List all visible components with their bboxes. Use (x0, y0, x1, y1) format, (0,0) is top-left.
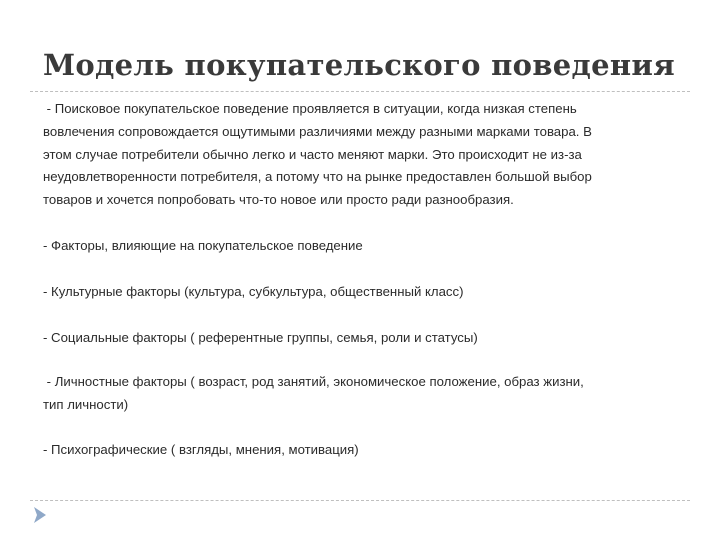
paragraph-factors-heading: - Факторы, влияющие на покупательское поведение (43, 237, 363, 253)
paragraph-psychographic-factors: - Психографические ( взгляды, мнения, мотивация) (43, 441, 359, 457)
paragraph-search-behavior: - Поисковое покупательское поведение проявляется в ситуации, когда низкая степень вовлечения сопровождается ощутимыми различиями между разными марками товара. В этом случае потребители обычно легко и часто меняют марки. Это происходит не из-за неудовлетворенности потребителя, а потому что на рынке предоставлен большой выбор товаров и хочется попробовать что-то новое или просто ради разнообразия. (43, 101, 596, 208)
slide-title: Модель покупательского поведения (43, 48, 675, 82)
paragraph-cultural-factors: - Культурные факторы (культура, субкультура, общественный класс) (43, 283, 464, 299)
play-arrow-icon[interactable] (33, 506, 47, 524)
title-divider (30, 91, 690, 92)
paragraph-social-factors: - Социальные факторы ( референтные группы, семья, роли и статусы) (43, 329, 478, 345)
footer-divider (30, 500, 690, 501)
paragraph-personal-factors: - Личностные факторы ( возраст, род занятий, экономическое положение, образ жизни, тип личности) (43, 374, 588, 413)
slide-body (43, 98, 603, 462)
